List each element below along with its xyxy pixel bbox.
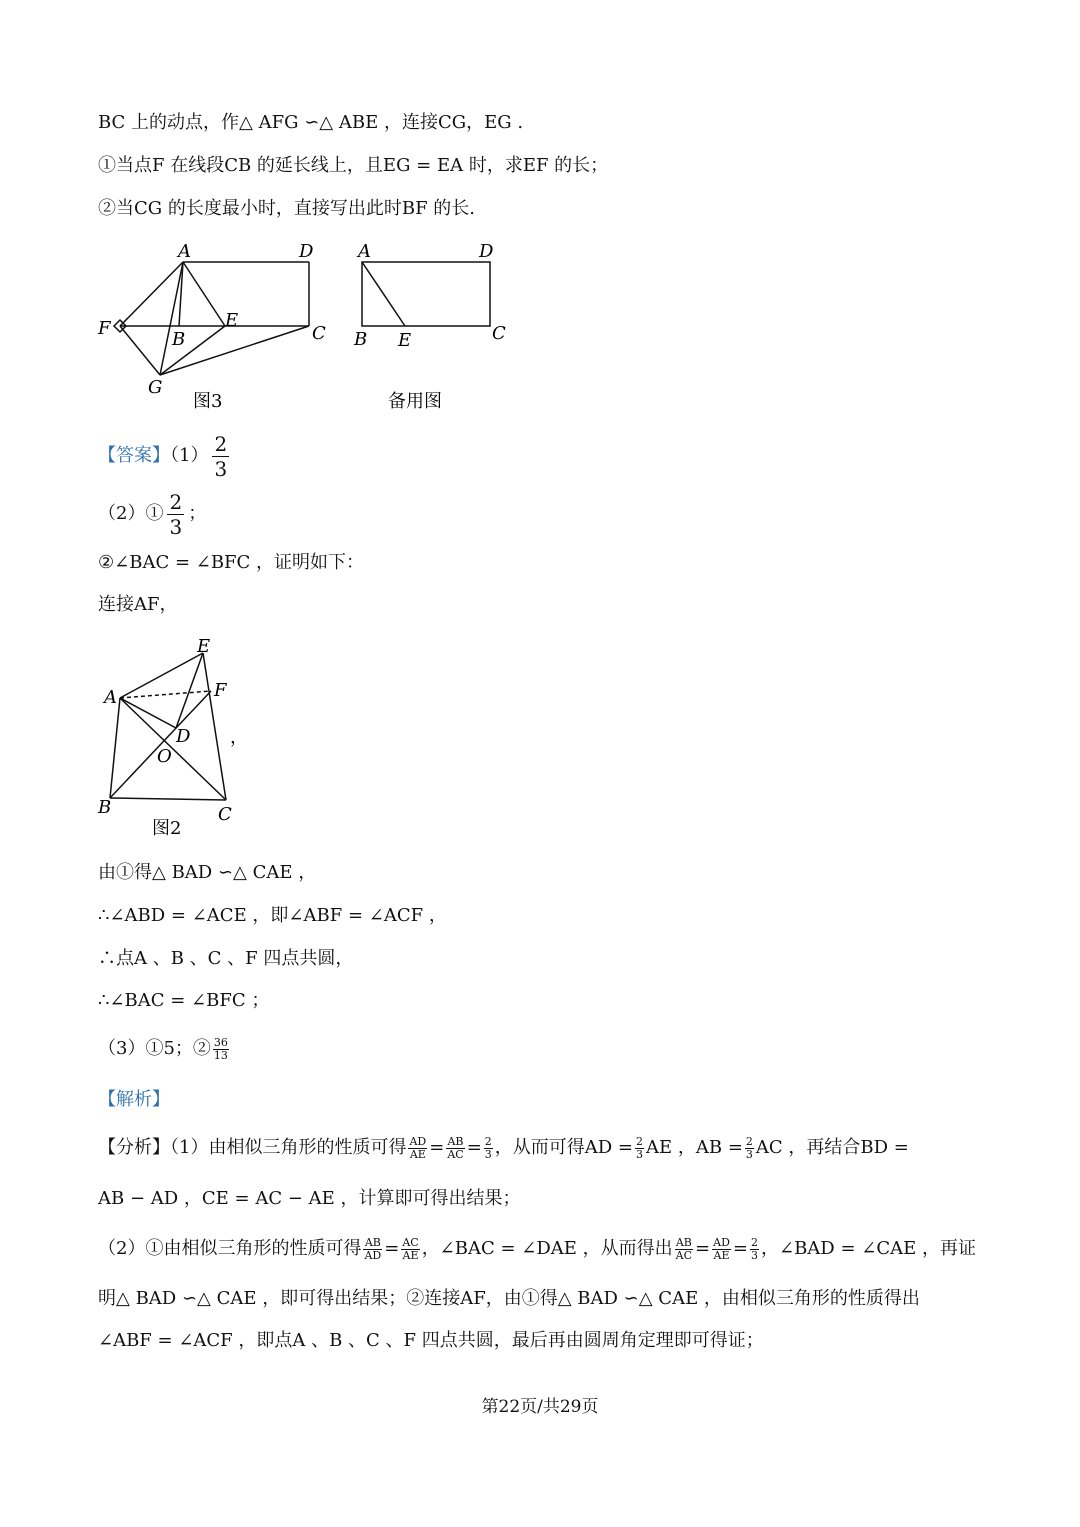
backup-label-C: C [492,323,506,344]
fig2-label-C: C [218,804,232,825]
fig3-label-E: E [225,310,239,331]
fig3-label-A: A [178,241,191,262]
backup-caption: 备用图 [388,391,442,412]
answer-tag: 【答案】 [98,445,170,466]
analysis-line-3: （2）①由相似三角形的性质可得 $\frac{AB}{AD}$ = $\frac{AC}{AE}$ ，∠BAC = ∠DAE ，从而得出 $\frac{AB}{AC}$ = $\frac{AD}{AE}$ = $\frac{2}{3}$ ，∠BAD = ∠CAE ，再证 [98,1235,976,1262]
answer-angle-line: ②∠BAC = ∠BFC ，证明如下： [98,552,365,573]
backup-label-D: D [479,241,494,262]
analysis-line-1: 【分析】（1）由相似三角形的性质可得 $\frac{AD}{AE}$ = $\frac{AB}{AC}$ = $\frac{2}{3}$ ，从而可得AD = $\frac{2}{3}$ AE ，AB = $\frac{2}{3}$ AC ，再结合BD = [98,1134,909,1161]
backup-label-A: A [358,241,371,262]
page-footer: 第22页/共29页 [481,1397,599,1417]
backup-label-B: B [354,329,368,350]
fig3-label-D: D [299,241,314,262]
fig2-label-O: O [157,746,172,767]
proof-line-2: ∴∠ABD = ∠ACE ，即∠ABF = ∠ACF ， [98,905,447,926]
figure-2 [90,630,260,845]
answer-fraction-2: $\frac{2}{3}$ [169,489,183,539]
analysis-tag: 【解析】 [98,1089,170,1110]
answer-connect-line: 连接AF， [98,594,178,615]
figure-3 [114,262,309,375]
fig3-label-C: C [312,323,326,344]
fig2-label-E: E [197,636,211,657]
fig2-label-A: A [104,687,117,708]
analysis-line-2: AB − AD ，CE = AC − AE ，计算即可得出结果； [98,1188,521,1209]
backup-figure [362,262,490,326]
fig3-label-G: G [148,377,163,398]
fig2-caption: 图2 [152,818,182,839]
backup-label-E: E [398,330,412,351]
fig3-caption: 图3 [193,391,223,412]
problem-line-1: BC 上的动点，作△ AFG ∽△ ABE ，连接CG，EG . [98,112,524,133]
answer-fraction-3: $\frac{36}{13}$ [213,1035,228,1062]
answer-fraction-1: $\frac{2}{3}$ [214,431,228,481]
answer-part-2: （2）① $\frac{2}{3}$ ； [98,489,207,539]
fig2-label-F: F [214,680,227,701]
figure-3-and-backup [90,235,530,420]
fig2-label-D: D [176,726,191,747]
proof-line-1: 由①得△ BAD ∽△ CAE ， [98,862,317,883]
answer-part-3: （3）①5；② $\frac{36}{13}$ [98,1035,228,1062]
fig3-label-F: F [98,318,111,339]
analysis-line-5: ∠ABF = ∠ACF ，即点A 、B 、C 、F 四点共圆，最后再由圆周角定理即可得证； [98,1330,764,1351]
fig2-comma: ， [230,727,248,748]
analysis-line-4: 明△ BAD ∽△ CAE ，即可得出结果；②连接AF，由①得△ BAD ∽△ CAE ，由相似三角形的性质得出 [98,1288,920,1309]
proof-line-4: ∴∠BAC = ∠BFC ； [98,990,270,1011]
problem-line-2: ①当点F 在线段CB 的延长线上，且EG = EA 时，求EF 的长； [98,155,609,176]
fig3-label-B: B [172,329,186,350]
answer-part-1: 【答案】（1） $\frac{2}{3}$ [98,431,228,481]
problem-line-3: ②当CG 的长度最小时，直接写出此时BF 的长. [98,198,476,219]
fig2-label-B: B [98,797,112,818]
proof-line-3: ∴点A 、B 、C 、F 四点共圆， [98,948,354,969]
